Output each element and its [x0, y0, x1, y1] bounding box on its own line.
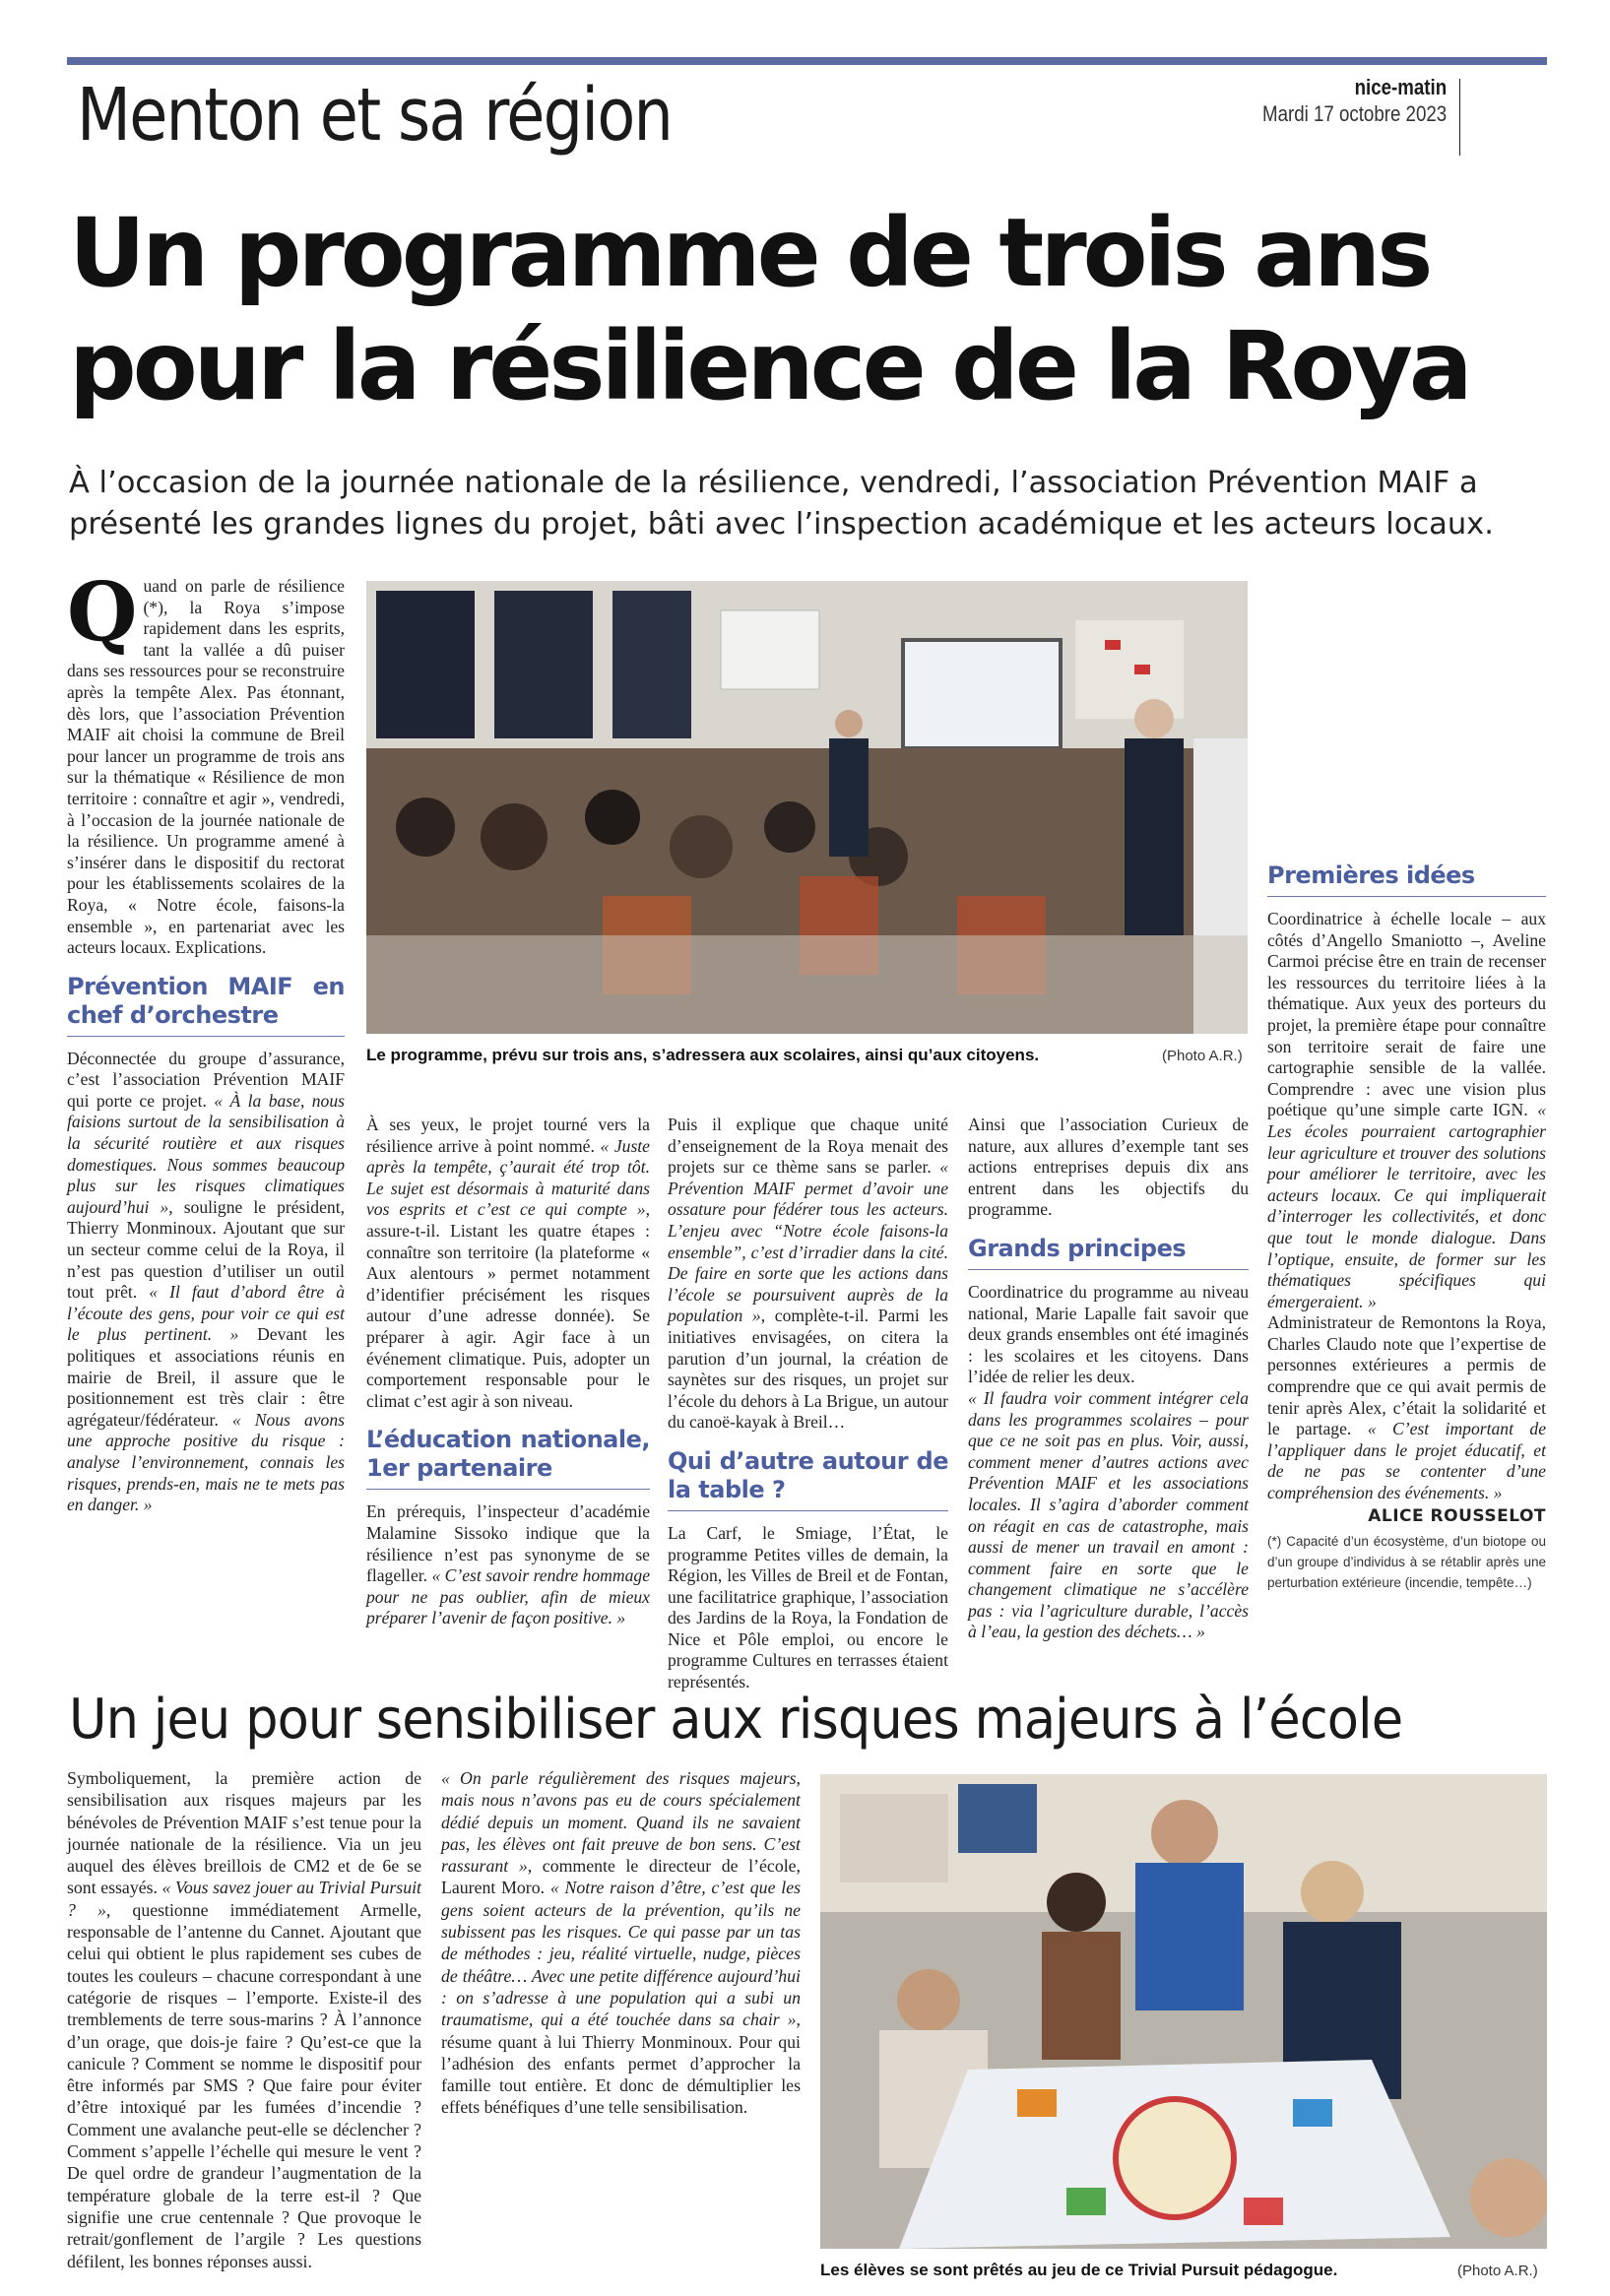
quote: « On parle régulièrement des risques majeurs, mais nous n’avons pas eu de cours spécialement dédié depuis un moment. Quand ils ne savaient pas, les élèves ont fait preuve de bon sens. C’est rassurant » [441, 1768, 801, 1877]
subhead-education-nationale: L’éducation nationale, 1er partenaire [366, 1426, 650, 1490]
article2-paragraph-continued [441, 1767, 801, 2119]
text: , souligne le président, Thierry Monminoux. Ajoutant que sur un secteur comme celui de la Roya, il n’est pas question d’utiliser un outil tout prêt. [67, 1196, 345, 1303]
text: , résume quant à lui Thierry Monminoux. Pour qui l’adhésion des enfants permet d’approcher la famille tout entière. Et donc de démultiplier les effets bénéfiques d’une telle sensibilisation. [441, 2009, 801, 2118]
quote: « C’est savoir rendre hommage pour ne pas oublier, afin de mieux préparer l’avenir de façon positive. » [366, 1565, 650, 1628]
article2-headline: Un jeu pour sensibiliser aux risques majeurs à l’école [69, 1688, 1403, 1752]
classroom-photo [366, 581, 1248, 1034]
quote: « C’est important de l’appliquer dans le projet éducatif, et de ne pas se contenter d’une compréhension des événements. » [1267, 1419, 1547, 1503]
text: Déconnectée du groupe d’assurance, c’est l’association Prévention MAIF qui porte ce projet. [67, 1048, 345, 1111]
author-signature: ALICE ROUSSELOT [1368, 1505, 1546, 1526]
column-5 [1267, 576, 1546, 1593]
article2-paragraph [67, 1767, 421, 2272]
text: Puis il explique que chaque unité d’enseignement de la Roya menait des projets sur ce thème sans se parler. [668, 1115, 948, 1178]
quote: « Les écoles pourraient cartographier leur agriculture et trouver des solutions pour améliorer le territoire, avec les acteurs locaux. Ce qui impliquerait d’interroger les collectivités, et donc que tout le monde dialogue. Dans l’optique, ensuite, de former sur les thématiques spécifiques qui émergeraient. » [1267, 1100, 1546, 1311]
quote: « Il faut d’abord être à l’écoute des gens, pour voir ce qui est le plus pertinent. » [67, 1282, 345, 1345]
section3-paragraph: La Carf, le Smiage, l’État, le programme Petites villes de demain, la Région, les Villes de Breil et de Fontan, une facilitatrice graphique, l’association des Jardins de la Roya, la Fondation de Nice et Pôle emploi, ou encore le programme Cultures en terrasses étaient représentés. [668, 1522, 948, 1692]
subhead-grands-principes: Grands principes [968, 1235, 1249, 1270]
section5-paragraph [1267, 909, 1546, 1312]
subhead-prevention-maif: Prévention MAIF en chef d’orchestre [67, 973, 345, 1037]
quote: « Notre raison d’être, c’est que les gens soient acteurs de la prévention, qu’ils ne subissent pas les risques. Ce qui passe par un tas de méthodes : jeu, réalité virtuelle, nudge, pièces de théâtre… Avec une petite différence aujourd’hui : on s’adresse à une population qui a subi un traumatisme, qui a été touchée dans sa chair » [441, 1878, 802, 2030]
subhead-qui-d-autre: Qui d’autre autour de la table ? [668, 1447, 948, 1511]
article-headline: Un programme de trois ans pour la résilience de la Roya [69, 198, 1469, 421]
text: Devant les politiques et associations réunis en mairie de Breil, il assure que le positionnement est très clair : être agrégateur/fédérateur. [67, 1324, 345, 1430]
section-title: Menton et sa région [77, 73, 673, 158]
game-photo-caption: Les élèves se sont prêtés au jeu de ce Trivial Pursuit pédagogue. [820, 2261, 1338, 2279]
section2-paragraph [366, 1501, 650, 1629]
masthead [1230, 75, 1447, 128]
top-rule [67, 57, 1547, 65]
column-2 [366, 1115, 650, 1629]
section4-quote [968, 1388, 1249, 1643]
photo-caption: Le programme, prévu sur trois ans, s’adressera aux scolaires, ainsi qu’aux citoyens. [366, 1046, 1040, 1064]
text: Symboliquement, la première action de sensibilisation aux risques majeurs par les bénévoles de Prévention MAIF s’est tenue pour la journée nationale de la résilience. Via un jeu auquel des élèves breillois de CM2 et de 6e se sont essayés. [67, 1768, 421, 1898]
classroom-photo-illustration [366, 581, 1248, 1034]
section5-paragraph-2 [1267, 1312, 1546, 1503]
article2-column-1 [67, 1767, 421, 2272]
quote: « Il faudra voir comment intégrer cela dans les programmes scolaires – pour que ce ne soit pas en plus. Voir, aussi, comment mener d’autres actions avec Prévention MAIF et les associations locales. Il s’agira d’aborder comment on réagit en cas de catastrophe, mais aussi de mener un travail en amont : comment faire en sorte que le changement climatique ne s’accélère pas : via l’agriculture durable, l’accès à l’eau, la gestion des déchets… » [968, 1387, 1249, 1642]
quote: « Vous savez jouer au Trivial Pursuit ? » [67, 1878, 421, 1920]
quote: « Nous avons une approche positive du risque : analyse l’environnement, connais les risques, prends-en, mais ne te mets pas en danger. » [67, 1409, 345, 1515]
masthead-divider [1459, 79, 1460, 156]
game-photo [820, 1774, 1547, 2249]
column-4 [968, 1115, 1249, 1643]
quote: « Prévention MAIF permet d’avoir une ossature pour fédérer tous les acteurs. L’enjeu avec “Notre école faisons-la ensemble”, c’est d’irradier dans la cité. De faire en sorte que les actions dans l’école se poursuivent auprès de la population » [668, 1157, 948, 1326]
text: , complète-t-il. Parmi les initiatives envisagées, on citera la parution d’un journal, la création de saynètes sur des risques, un projet sur l’école du dehors à La Brigue, un autour du canoë-kayak à Breil… [668, 1306, 948, 1433]
article2-column-2 [441, 1767, 801, 2119]
article-standfirst: À l’occasion de la journée nationale de la résilience, vendredi, l’association Prévention MAIF a présenté les grandes lignes du projet, bâti avec l’inspection académique et les acteurs locaux. [69, 466, 1494, 542]
text: Coordinatrice à échelle locale – aux côtés d’Angello Smaniotto –, Aveline Carmoi précise être en train de recenser les ressources du territoire liées à la thématique. Aux yeux des porteurs du projet, la première étape pour connaître son territoire serait de faire une cartographie sensible de la vallée. Comprendre : avec une vision plus poétique qu’une simple carte IGN. [1267, 909, 1546, 1120]
intro-text: uand on parle de résilience (*), la Roya s’impose rapidement dans les esprits, tant la vallée a dû puiser dans ses ressources pour se reconstruire après la tempête Alex. Pas étonnant, dès lors, que l’association Prévention MAIF ait choisi la commune de Breil pour lancer un programme de trois ans sur la thématique « Résilience de mon territoire : connaître et agir », vendredi, à l’occasion de la journée nationale de la résilience. Un programme amené à s’insérer dans le dispositif du rectorat pour les établissements scolaires de la Roya, « Notre école, faisons-la ensemble », en partenariat avec les acteurs locaux. Explications. [67, 576, 345, 958]
column-1 [67, 565, 345, 1516]
footnote: (*) Capacité d’un écosystème, d’un biotope ou d’un groupe d’individus à se rétablir après une perturbation extérieure (incendie, tempête…) [1267, 1534, 1546, 1591]
section1-continued [366, 1115, 650, 1412]
section1-paragraph [67, 1049, 345, 1516]
section4-paragraph: Coordinatrice du programme au niveau national, Marie Lapalle fait savoir que deux grands ensembles ont été imaginés : les scolaires et les citoyens. Dans l’idée de relier les deux. [968, 1281, 1249, 1387]
photo-credit: (Photo A.R.) [1162, 1048, 1243, 1064]
dropcap: Q [67, 565, 138, 660]
text: , questionne immédiatement Armelle, responsable de l’antenne du Cannet. Ajoutant que celui qui obtient le plus rapidement ses cubes de toutes les couleurs – chacune correspondant à une catégorie de risques – l’emporte. Existe-il des tremblements de terre sous-marins ? À l’annonce d’un orage, que dois-je faire ? Qu’est-ce que la canicule ? Comment se nomme le dispositif pour être informés par SMS ? Que faire pour éviter d’être intoxiqué par les fumées d’incendie ? Comment une avalanche peut-elle se déclencher ? Comment s’appelle l’échelle qui mesure le vent ? De quel ordre de grandeur l’augmentation de la température globale de la terre est-il ? Que signifie une crue centennale ? Que provoque le retrait/gonflement de l’argile ? Les questions défilent, les bonnes réponses aussi. [67, 1899, 421, 2271]
section3-paragraph-2: Ainsi que l’association Curieux de nature, aux allures d’exemple tant ses actions entreprises depuis dix ans entrent dans les objectifs du programme. [968, 1115, 1249, 1220]
text: À ses yeux, le projet tourné vers la résilience arrive à point nommé. [366, 1115, 650, 1156]
quote: « Juste après la tempête, ç’aurait été trop tôt. Le sujet est désormais à maturité dans vos esprits et c’est ce qui compte » [366, 1135, 650, 1220]
brand-name: nice-matin [1354, 75, 1447, 99]
quote: « À la base, nous faisions surtout de la sensibilisation à la sécurité routière et aux risques domestiques. Nous sommes beaucoup plus sur les risques climatiques aujourd’hui » [67, 1090, 345, 1217]
intro-paragraph [67, 565, 345, 959]
subhead-premieres-idees: Premières idées [1267, 861, 1546, 897]
text: , assure-t-il. Listant les quatre étapes : connaître son territoire (la plateforme « Aux alentours » permet notamment d’identifier précisément les risques autour d’une adresse donnée). Se préparer à agir. Agir face à un événement climatique. Puis, adopter un comportement responsable pour le climat c’est agir à son niveau. [366, 1199, 650, 1411]
publication-date: Mardi 17 octobre 2023 [1261, 101, 1447, 126]
text: Administrateur de Remontons la Roya, Charles Claudo note que l’expertise de personnes extérieures a permis de comprendre que ce qui avait permis de tenir après Alex, c’était la solidarité et le partage. [1267, 1312, 1546, 1439]
text: , commente le directeur de l’école, Laurent Moro. [441, 1856, 801, 1898]
game-photo-illustration [820, 1774, 1547, 2249]
column-3 [668, 1115, 948, 1693]
text: En prérequis, l’inspecteur d’académie Malamine Sissoko indique que la résilience n’est pas synonyme de se flageller. [366, 1501, 650, 1586]
section2-continued [668, 1115, 948, 1434]
game-photo-credit: (Photo A.R.) [1457, 2263, 1538, 2279]
